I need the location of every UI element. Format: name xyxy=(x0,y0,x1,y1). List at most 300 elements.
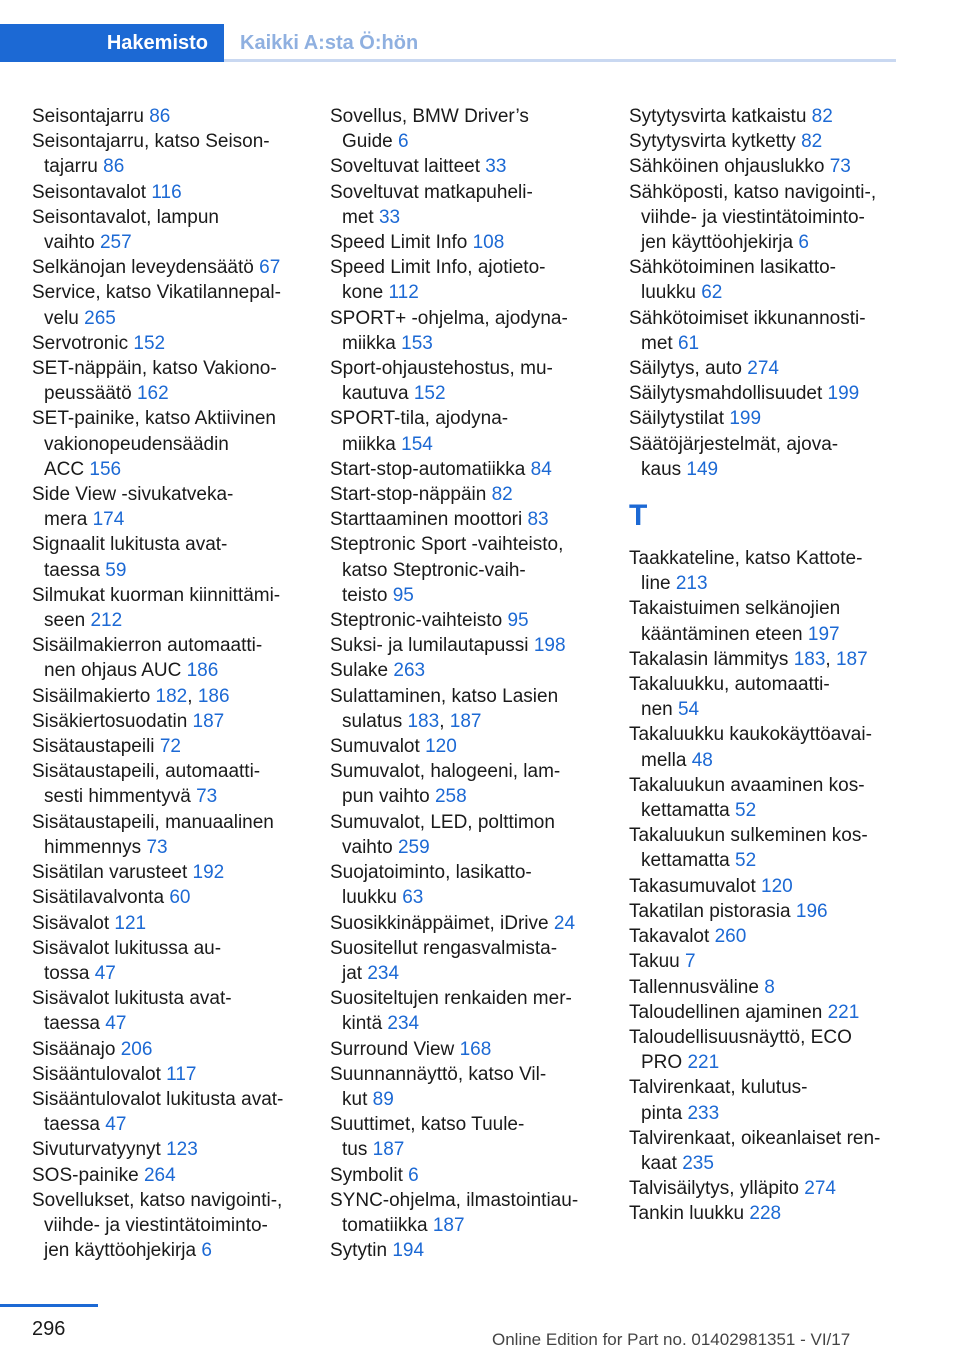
index-entry-text: line xyxy=(641,573,671,595)
page-link[interactable]: 187 xyxy=(432,1214,465,1236)
index-entry-text: Sisävalot lukitusta avat- xyxy=(32,988,232,1010)
index-entry xyxy=(629,104,901,129)
index-entry-text: tomatiikka xyxy=(342,1214,428,1236)
index-entry-text: jen käyttöohjekirja xyxy=(641,232,794,254)
page-link[interactable]: 6 xyxy=(201,1240,212,1262)
index-entry-text: Suositellut rengasvalmista- xyxy=(330,937,558,959)
page-link[interactable]: 152 xyxy=(413,383,446,405)
page-link[interactable]: 52 xyxy=(735,850,757,872)
index-entry-text: kettamatta xyxy=(641,800,730,822)
page-link[interactable]: 60 xyxy=(169,887,191,909)
page-link[interactable]: 162 xyxy=(136,383,169,405)
index-entry-text: Sähköposti, katso navigointi-, xyxy=(629,181,877,203)
page-link[interactable]: 274 xyxy=(747,358,779,380)
index-entry: Sisäilmakierto 182, 186 xyxy=(32,685,230,707)
index-entry-text: Taakkateline, katso Kattote- xyxy=(629,548,863,570)
index-entry-text: Talvisäilytys, ylläpito xyxy=(629,1178,799,1200)
index-entry xyxy=(32,759,324,809)
index-entry xyxy=(629,306,901,356)
index-entry-text: Tankin luukku xyxy=(629,1203,745,1225)
page-link[interactable]: 83 xyxy=(527,509,549,531)
page-link[interactable]: 116 xyxy=(151,181,182,203)
index-entry xyxy=(32,255,324,280)
index-entry-text: tossa xyxy=(44,962,90,984)
page-link[interactable]: 73 xyxy=(196,786,218,808)
index-entry-text: katso Steptronic-vaih- xyxy=(342,559,526,581)
page-link[interactable]: 48 xyxy=(691,749,713,771)
page-link[interactable]: 47 xyxy=(105,1013,127,1035)
index-entry xyxy=(330,810,622,860)
index-entry xyxy=(32,1188,324,1264)
index-entry-text: SET-painike, katso Aktiivinen xyxy=(32,408,276,430)
footer-accent-line xyxy=(0,1304,98,1307)
index-entry-text: vakionopeudensäädin xyxy=(44,433,229,455)
page-link[interactable]: 187 xyxy=(835,648,868,670)
index-entry-text: luukku xyxy=(342,887,397,909)
index-entry xyxy=(629,596,901,646)
index-entry xyxy=(629,180,901,256)
index-entry-text: Steptronic-vaihteisto xyxy=(330,610,503,632)
index-entry-text: Sport-ohjaustehostus, mu- xyxy=(330,358,553,380)
index-entry-text: SPORT+ -ohjelma, ajodyna- xyxy=(330,307,568,329)
index-entry-text: taessa xyxy=(44,559,100,581)
page-link[interactable]: 6 xyxy=(798,232,809,254)
index-entry-text: taessa xyxy=(44,1013,100,1035)
index-entry xyxy=(629,924,901,949)
page-link[interactable]: 235 xyxy=(682,1152,714,1174)
index-entry-text: Sisääntulovalot xyxy=(32,1063,161,1085)
index-entry xyxy=(629,1000,901,1025)
index-entry-text: Start-stop-näppäin xyxy=(330,484,487,506)
index-entry-text: Suojatoiminto, lasikatto- xyxy=(330,862,532,884)
index-entry xyxy=(629,874,901,899)
page-link[interactable]: 73 xyxy=(829,156,851,178)
tab-a-to-o[interactable]: Kaikki A:sta Ö:hön xyxy=(240,31,419,54)
page-link[interactable]: 95 xyxy=(392,584,414,606)
index-entry xyxy=(629,823,901,873)
index-entry-text: Takalasin lämmitys xyxy=(629,648,789,670)
index-entry-text: Sovellukset, katso navigointi-, xyxy=(32,1189,283,1211)
index-entry-text: sulatus xyxy=(342,710,403,732)
index-entry-text: SYNC-ohjelma, ilmastointiau- xyxy=(330,1189,579,1211)
page-link[interactable]: 258 xyxy=(434,786,467,808)
index-entry-text: Suosikkinäppäimet, iDrive xyxy=(330,912,549,934)
index-entry-text: Surround View xyxy=(330,1038,455,1060)
index-entry-text: taessa xyxy=(44,1114,100,1136)
page-link[interactable]: 183 xyxy=(407,710,440,732)
page-link[interactable]: 213 xyxy=(675,573,708,595)
index-entry-text: SOS-painike xyxy=(32,1164,139,1186)
page-link[interactable]: 61 xyxy=(677,332,700,354)
page-link[interactable]: 82 xyxy=(491,484,513,506)
index-entry-text: Sytytin xyxy=(330,1240,388,1262)
index-entry xyxy=(32,406,324,482)
index-entry-text: Takasumuvalot xyxy=(629,875,756,897)
page-link[interactable]: 194 xyxy=(392,1240,425,1262)
index-entry-text: Säilytystilat xyxy=(629,408,725,430)
index-entry xyxy=(330,230,622,255)
page-link[interactable]: 86 xyxy=(149,106,171,127)
index-entry-text: Selkänojan leveydensäätö xyxy=(32,257,254,279)
index-column-2 xyxy=(330,104,622,1263)
index-entry-text: Suunnannäyttö, katso Vil- xyxy=(330,1063,547,1085)
page-link[interactable]: 234 xyxy=(387,1013,420,1035)
index-entry-text: nen ohjaus AUC xyxy=(44,660,182,682)
index-entry xyxy=(330,482,622,507)
page-link[interactable]: 73 xyxy=(146,836,168,858)
index-entry-text: Sisäkiertosuodatin xyxy=(32,710,188,732)
index-entry xyxy=(32,356,324,406)
index-entry xyxy=(32,129,324,179)
index-entry-text: Takatilan pistorasia xyxy=(629,900,791,922)
index-entry-text: teisto xyxy=(342,584,388,606)
page-link[interactable]: 168 xyxy=(459,1038,492,1060)
index-entry xyxy=(330,658,622,683)
index-entry xyxy=(330,406,622,456)
index-entry xyxy=(629,129,901,154)
page-link[interactable]: 33 xyxy=(485,156,507,178)
index-entry xyxy=(32,1062,324,1087)
page-link[interactable]: 154 xyxy=(401,433,433,455)
index-entry-text: miikka xyxy=(342,332,396,354)
index-entry xyxy=(330,104,622,154)
index-entry-text: Sisävalot xyxy=(32,912,110,934)
page-link[interactable]: 82 xyxy=(801,131,823,153)
index-entry xyxy=(629,432,901,482)
index-entry xyxy=(330,1188,622,1238)
index-entry-text: Sumuvalot, halogeeni, lam- xyxy=(330,761,561,783)
index-entry-text: Säilytys, auto xyxy=(629,358,742,380)
page-link[interactable]: 228 xyxy=(749,1203,782,1225)
index-entry-text: Sulake xyxy=(330,660,389,682)
page-link[interactable]: 183 xyxy=(793,648,826,670)
index-entry xyxy=(629,672,901,722)
index-entry-text: Sisätaustapeili, automaatti- xyxy=(32,761,261,783)
page-link[interactable]: 72 xyxy=(159,736,181,758)
index-entry xyxy=(330,154,622,179)
index-column-3 xyxy=(629,104,901,1227)
index-entry-text: Speed Limit Info xyxy=(330,232,468,254)
page-link[interactable]: 198 xyxy=(533,635,566,657)
index-entry-text: Sumuvalot, LED, polttimon xyxy=(330,811,555,833)
index-entry xyxy=(32,885,324,910)
index-entry-text: kettamatta xyxy=(641,850,730,872)
index-entry-text: Speed Limit Info, ajotieto- xyxy=(330,257,546,279)
page-link[interactable]: 186 xyxy=(197,685,230,707)
index-entry-text: Sisätilavalvonta xyxy=(32,887,165,909)
index-entry-text: Seisontavalot, lampun xyxy=(32,206,219,228)
index-entry xyxy=(330,734,622,759)
index-entry-text: Takaistuimen selkänojien xyxy=(629,598,841,620)
index-entry-text: Soveltuvat laitteet xyxy=(330,156,480,178)
index-entry xyxy=(32,986,324,1036)
index-entry-text: Sytytysvirta kytketty xyxy=(629,131,796,153)
page-link[interactable]: 95 xyxy=(507,610,529,632)
index-entry-text: Seisontajarru xyxy=(32,106,144,127)
index-entry xyxy=(330,1238,622,1263)
page-link[interactable]: 82 xyxy=(811,106,833,127)
index-entry-text: Sytytysvirta katkaistu xyxy=(629,106,807,127)
index-entry xyxy=(32,180,324,205)
index-entry xyxy=(32,810,324,860)
index-entry-text: Sisäilmakierto xyxy=(32,685,151,707)
index-entry xyxy=(330,911,622,936)
index-entry-text: Sisäilmakierron automaatti- xyxy=(32,635,263,657)
page-link[interactable]: 259 xyxy=(397,836,430,858)
page-link[interactable]: 47 xyxy=(105,1114,127,1136)
page-link[interactable]: 153 xyxy=(401,332,433,354)
page-link[interactable]: 8 xyxy=(764,976,775,998)
page-link[interactable]: 263 xyxy=(393,660,426,682)
index-entry xyxy=(32,1137,324,1162)
index-entry-text: pun vaihto xyxy=(342,786,430,808)
index-entry-text: Sähköinen ohjauslukko xyxy=(629,156,825,178)
index-entry xyxy=(629,1025,901,1075)
index-entry-text: Takuu xyxy=(629,951,680,973)
index-entry-text: jat xyxy=(342,962,363,984)
page-link[interactable]: 152 xyxy=(133,332,166,354)
index-entry-text: vaihto xyxy=(44,232,95,254)
index-entry-text: Säätöjärjestelmät, ajova- xyxy=(629,433,839,455)
index-entry-text: Sumuvalot xyxy=(330,736,420,758)
index-column-1 xyxy=(32,104,324,1263)
index-entry-text: met xyxy=(342,206,374,228)
page-link[interactable]: 174 xyxy=(92,509,125,531)
index-entry-text: Takaluukku kaukokäyttöavai- xyxy=(629,724,872,746)
index-entry-text: Sivuturvatyynyt xyxy=(32,1139,161,1161)
page-link[interactable]: 221 xyxy=(827,1001,860,1023)
page-link[interactable]: 112 xyxy=(388,282,419,304)
page-link[interactable]: 187 xyxy=(192,710,225,732)
index-entry-text: PRO xyxy=(641,1052,683,1074)
index-entry-text: miikka xyxy=(342,433,396,455)
index-entry xyxy=(629,356,901,381)
index-entry xyxy=(330,1163,622,1188)
index-entry-text: Sovellus, BMW Driver’s xyxy=(330,106,529,127)
index-entry-text: Talvirenkaat, oikeanlaiset ren- xyxy=(629,1127,881,1149)
index-entry xyxy=(629,406,901,431)
index-entry xyxy=(330,255,622,305)
index-entry xyxy=(629,154,901,179)
index-entry-text: Sisätilan varusteet xyxy=(32,862,188,884)
page-link[interactable]: 59 xyxy=(105,559,127,581)
index-entry xyxy=(32,104,324,129)
index-entry-text: Soveltuvat matkapuheli- xyxy=(330,181,533,203)
index-entry-text: kone xyxy=(342,282,384,304)
index-entry xyxy=(32,709,324,734)
page-link[interactable]: 233 xyxy=(687,1102,720,1124)
page-link[interactable]: 149 xyxy=(686,458,719,480)
index-entry xyxy=(330,457,622,482)
page-link[interactable]: 187 xyxy=(449,710,482,732)
index-entry xyxy=(629,1201,901,1226)
index-entry xyxy=(32,583,324,633)
page-link[interactable]: 206 xyxy=(120,1038,153,1060)
index-entry-text: Suositeltujen renkaiden mer- xyxy=(330,988,572,1010)
index-entry-text: Sisätaustapeili, manuaalinen xyxy=(32,811,274,833)
page-link[interactable]: 117 xyxy=(166,1063,197,1085)
page-link[interactable]: 121 xyxy=(114,912,147,934)
page-link[interactable]: 86 xyxy=(103,156,125,178)
page-link[interactable]: 196 xyxy=(795,900,828,922)
index-entry xyxy=(330,633,622,658)
index-entry xyxy=(32,734,324,759)
index-entry-text: luukku xyxy=(641,282,696,304)
index-entry xyxy=(629,381,901,406)
index-entry xyxy=(330,1037,622,1062)
index-entry xyxy=(629,1075,901,1125)
page-link[interactable]: 234 xyxy=(367,962,400,984)
index-entry-text: Sähkötoiminen lasikatto- xyxy=(629,257,836,279)
index-entry xyxy=(330,1112,622,1162)
index-entry-text: mella xyxy=(641,749,687,771)
index-entry-text: Sähkötoimiset ikkunannosti- xyxy=(629,307,866,329)
index-entry xyxy=(629,975,901,1000)
index-entry-text: Taloudellisuusnäyttö, ECO xyxy=(629,1026,852,1048)
index-entry-text: pinta xyxy=(641,1102,683,1124)
index-entry xyxy=(629,1176,901,1201)
page-link[interactable]: 24 xyxy=(553,912,576,934)
index-entry-text: Sulattaminen, katso Lasien xyxy=(330,685,559,707)
page-link[interactable]: 192 xyxy=(192,862,225,884)
page-link[interactable]: 156 xyxy=(89,458,122,480)
page-link[interactable]: 199 xyxy=(729,408,762,430)
index-entry xyxy=(32,936,324,986)
page-link[interactable]: 47 xyxy=(94,962,116,984)
index-entry-text: SET-näppäin, katso Vakiono- xyxy=(32,358,277,380)
index-entry-text: jen käyttöohjekirja xyxy=(44,1240,197,1262)
page-link[interactable]: 6 xyxy=(397,131,409,153)
index-entry xyxy=(32,1037,324,1062)
index-entry-text: Suuttimet, katso Tuule- xyxy=(330,1114,525,1136)
index-entry xyxy=(330,1062,622,1112)
page-link[interactable]: 63 xyxy=(402,887,424,909)
index-entry-text: tajarru xyxy=(44,156,98,178)
index-entry xyxy=(629,899,901,924)
index-entry-text: Takaluukun avaaminen kos- xyxy=(629,774,865,796)
index-entry-text: viihde- ja viestintätoiminto- xyxy=(641,206,865,228)
index-entry xyxy=(32,911,324,936)
index-entry-text: kintä xyxy=(342,1013,383,1035)
index-entry-text: Takaluukku, automaatti- xyxy=(629,674,830,696)
index-entry xyxy=(32,280,324,330)
index-entry xyxy=(32,633,324,683)
page-link[interactable]: 265 xyxy=(84,307,116,329)
page-link[interactable]: 62 xyxy=(701,282,723,304)
index-entry-text: SPORT-tila, ajodyna- xyxy=(330,408,509,430)
index-entry xyxy=(629,949,901,974)
page-link[interactable]: 54 xyxy=(677,699,700,721)
index-entry-text: Sisävalot lukitussa au- xyxy=(32,937,222,959)
index-entry xyxy=(32,482,324,532)
index-entry-text: Takavalot xyxy=(629,926,710,948)
index-entry: Sulattaminen, katso Lasien sulatus 183, 187 xyxy=(330,685,559,732)
index-entry xyxy=(32,860,324,885)
index-entry xyxy=(330,532,622,608)
index-entry-text: kut xyxy=(342,1088,368,1110)
index-entry: Takalasin lämmitys 183, 187 xyxy=(629,648,868,670)
index-entry xyxy=(629,255,901,305)
page-link[interactable]: 212 xyxy=(90,610,123,632)
index-entry-text: Sisäänajo xyxy=(32,1038,116,1060)
page-link[interactable]: 33 xyxy=(378,206,401,228)
page-link[interactable]: 89 xyxy=(372,1088,394,1110)
page-link[interactable]: 52 xyxy=(735,800,757,822)
index-entry-text: Starttaaminen moottori xyxy=(330,509,523,531)
index-entry xyxy=(629,546,901,596)
page-link[interactable]: 7 xyxy=(684,951,696,973)
index-entry-text: Tallennusväline xyxy=(629,976,759,998)
index-entry-text: Suksi- ja lumilautapussi xyxy=(330,635,529,657)
page-link[interactable]: 260 xyxy=(714,926,747,948)
page-link[interactable]: 197 xyxy=(807,623,840,645)
index-entry-text: vaihto xyxy=(342,836,393,858)
index-entry xyxy=(330,608,622,633)
index-entry-text: Side View -sivukatveka- xyxy=(32,484,234,506)
index-entry xyxy=(330,306,622,356)
index-entry-text: Takaluukun sulkeminen kos- xyxy=(629,825,868,847)
index-entry-text: met xyxy=(641,332,673,354)
index-entry-text: peussäätö xyxy=(44,383,132,405)
index-entry-text: Silmukat kuorman kiinnittämi- xyxy=(32,584,281,606)
index-entry-text: Seisontavalot xyxy=(32,181,147,203)
index-entry xyxy=(32,1087,324,1137)
page-link[interactable]: 123 xyxy=(166,1139,198,1161)
index-entry-text: Sisätaustapeili xyxy=(32,736,155,758)
page-link[interactable]: 187 xyxy=(372,1139,405,1161)
page-link[interactable]: 199 xyxy=(827,383,860,405)
index-entry-text: kautuva xyxy=(342,383,409,405)
page-link[interactable]: 84 xyxy=(530,458,552,480)
index-entry-text: velu xyxy=(44,307,79,329)
page-link[interactable]: 186 xyxy=(186,660,219,682)
index-entry xyxy=(330,759,622,809)
header-divider xyxy=(224,59,896,62)
index-entry xyxy=(629,722,901,772)
index-entry xyxy=(330,507,622,532)
page-link[interactable]: 108 xyxy=(472,232,505,254)
index-entry xyxy=(32,1163,324,1188)
index-entry xyxy=(330,986,622,1036)
page-link[interactable]: 274 xyxy=(804,1178,836,1200)
index-entry-text: himmennys xyxy=(44,836,142,858)
index-entry xyxy=(330,180,622,230)
index-entry-text: Guide xyxy=(342,131,393,153)
index-entry-text: Taloudellinen ajaminen xyxy=(629,1001,823,1023)
index-entry-text: kaus xyxy=(641,458,682,480)
index-entry xyxy=(32,205,324,255)
index-letter-heading: T xyxy=(629,499,648,533)
page-link[interactable]: 221 xyxy=(687,1052,720,1074)
page-link[interactable]: 182 xyxy=(155,685,188,707)
index-entry xyxy=(330,356,622,406)
index-entry-text: Steptronic Sport -vaihteisto, xyxy=(330,534,564,556)
index-entry-text: Symbolit xyxy=(330,1164,403,1186)
page-link[interactable]: 257 xyxy=(99,232,132,254)
index-entry-text: sesti himmentyvä xyxy=(44,786,191,808)
tab-index[interactable]: Hakemisto xyxy=(0,24,224,62)
index-entry-text: kaat xyxy=(641,1152,677,1174)
index-entry xyxy=(32,532,324,582)
page-link[interactable]: 120 xyxy=(425,736,457,758)
page-link[interactable]: 120 xyxy=(761,875,793,897)
index-entry-text: kääntäminen eteen xyxy=(641,623,803,645)
page-link[interactable]: 67 xyxy=(259,257,281,279)
page-link[interactable]: 264 xyxy=(143,1164,176,1186)
index-entry-text: Signaalit lukitusta avat- xyxy=(32,534,228,556)
index-entry xyxy=(32,331,324,356)
page-link[interactable]: 6 xyxy=(408,1164,419,1186)
